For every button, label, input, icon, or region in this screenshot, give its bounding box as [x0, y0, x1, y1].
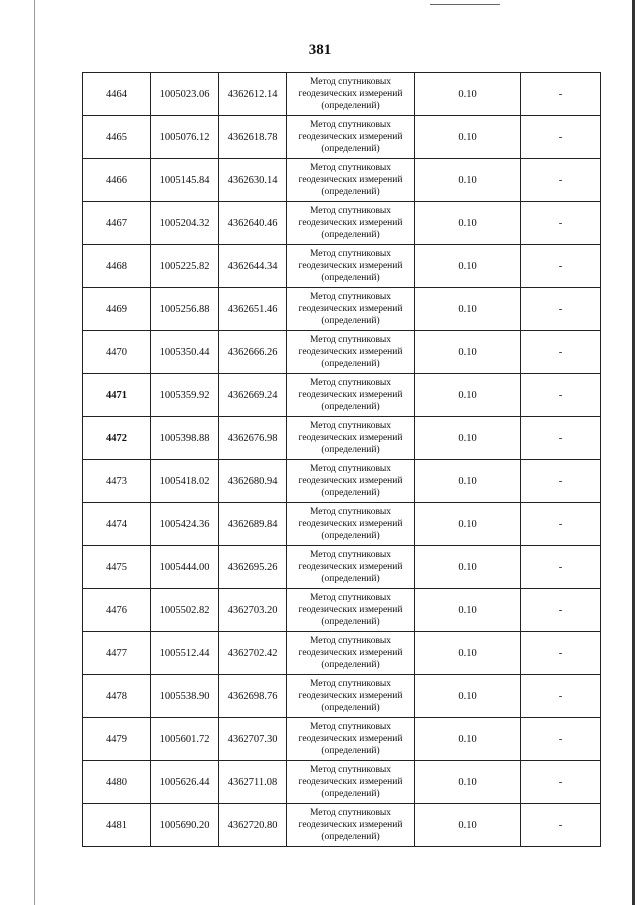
table-row — [83, 202, 601, 245]
table-row — [83, 288, 601, 331]
table-row — [83, 546, 601, 589]
x-coordinate-cell: 1005690.20 — [151, 804, 219, 847]
scan-edge-right — [632, 0, 635, 905]
accuracy-cell: 0.10 — [415, 675, 521, 718]
note-cell: - — [521, 761, 601, 804]
y-coordinate-cell: 4362618.78 — [219, 116, 287, 159]
y-coordinate-cell: 4362644.34 — [219, 245, 287, 288]
x-coordinate-cell: 1005512.44 — [151, 632, 219, 675]
table-row — [83, 675, 601, 718]
note-cell: - — [521, 503, 601, 546]
y-coordinate-cell: 4362702.42 — [219, 632, 287, 675]
x-coordinate-cell: 1005204.32 — [151, 202, 219, 245]
table-row — [83, 116, 601, 159]
accuracy-cell: 0.10 — [415, 417, 521, 460]
point-number-cell: 4479 — [83, 718, 151, 761]
y-coordinate-cell: 4362680.94 — [219, 460, 287, 503]
accuracy-cell: 0.10 — [415, 374, 521, 417]
note-cell: - — [521, 417, 601, 460]
note-cell: - — [521, 116, 601, 159]
accuracy-cell: 0.10 — [415, 632, 521, 675]
table-row — [83, 331, 601, 374]
table-row — [83, 73, 601, 116]
y-coordinate-cell: 4362698.76 — [219, 675, 287, 718]
method-cell: Метод спутниковых геодезических измерений (определений) — [287, 245, 415, 288]
y-coordinate-cell: 4362630.14 — [219, 159, 287, 202]
note-cell: - — [521, 245, 601, 288]
point-number-cell: 4475 — [83, 546, 151, 589]
y-coordinate-cell: 4362676.98 — [219, 417, 287, 460]
y-coordinate-cell: 4362703.20 — [219, 589, 287, 632]
table-row — [83, 374, 601, 417]
x-coordinate-cell: 1005145.84 — [151, 159, 219, 202]
note-cell: - — [521, 331, 601, 374]
accuracy-cell: 0.10 — [415, 718, 521, 761]
accuracy-cell: 0.10 — [415, 331, 521, 374]
method-cell: Метод спутниковых геодезических измерений (определений) — [287, 632, 415, 675]
accuracy-cell: 0.10 — [415, 159, 521, 202]
table-row — [83, 761, 601, 804]
accuracy-cell: 0.10 — [415, 460, 521, 503]
method-cell: Метод спутниковых геодезических измерений (определений) — [287, 202, 415, 245]
accuracy-cell: 0.10 — [415, 546, 521, 589]
method-cell: Метод спутниковых геодезических измерений (определений) — [287, 460, 415, 503]
accuracy-cell: 0.10 — [415, 202, 521, 245]
method-cell: Метод спутниковых геодезических измерений (определений) — [287, 546, 415, 589]
note-cell: - — [521, 202, 601, 245]
accuracy-cell: 0.10 — [415, 288, 521, 331]
method-cell: Метод спутниковых геодезических измерений (определений) — [287, 288, 415, 331]
table-row — [83, 804, 601, 847]
y-coordinate-cell: 4362689.84 — [219, 503, 287, 546]
point-number-cell: 4481 — [83, 804, 151, 847]
method-cell: Метод спутниковых геодезических измерений (определений) — [287, 804, 415, 847]
y-coordinate-cell: 4362612.14 — [219, 73, 287, 116]
table-row — [83, 245, 601, 288]
point-number-cell: 4473 — [83, 460, 151, 503]
note-cell: - — [521, 675, 601, 718]
scan-edge-top — [430, 4, 500, 5]
point-number-cell: 4471 — [83, 374, 151, 417]
method-cell: Метод спутниковых геодезических измерений (определений) — [287, 718, 415, 761]
method-cell: Метод спутниковых геодезических измерений (определений) — [287, 589, 415, 632]
scan-edge-left — [34, 0, 35, 905]
note-cell: - — [521, 73, 601, 116]
coordinates-table — [82, 72, 601, 847]
accuracy-cell: 0.10 — [415, 804, 521, 847]
table-row — [83, 589, 601, 632]
method-cell: Метод спутниковых геодезических измерений (определений) — [287, 159, 415, 202]
note-cell: - — [521, 804, 601, 847]
point-number-cell: 4477 — [83, 632, 151, 675]
x-coordinate-cell: 1005626.44 — [151, 761, 219, 804]
coordinates-table-body — [83, 73, 601, 847]
point-number-cell: 4465 — [83, 116, 151, 159]
x-coordinate-cell: 1005398.88 — [151, 417, 219, 460]
x-coordinate-cell: 1005350.44 — [151, 331, 219, 374]
point-number-cell: 4476 — [83, 589, 151, 632]
y-coordinate-cell: 4362711.08 — [219, 761, 287, 804]
method-cell: Метод спутниковых геодезических измерений (определений) — [287, 374, 415, 417]
point-number-cell: 4470 — [83, 331, 151, 374]
accuracy-cell: 0.10 — [415, 73, 521, 116]
method-cell: Метод спутниковых геодезических измерений (определений) — [287, 675, 415, 718]
point-number-cell: 4480 — [83, 761, 151, 804]
y-coordinate-cell: 4362640.46 — [219, 202, 287, 245]
table-row — [83, 460, 601, 503]
x-coordinate-cell: 1005225.82 — [151, 245, 219, 288]
x-coordinate-cell: 1005444.00 — [151, 546, 219, 589]
point-number-cell: 4478 — [83, 675, 151, 718]
point-number-cell: 4472 — [83, 417, 151, 460]
method-cell: Метод спутниковых геодезических измерений (определений) — [287, 761, 415, 804]
x-coordinate-cell: 1005424.36 — [151, 503, 219, 546]
x-coordinate-cell: 1005538.90 — [151, 675, 219, 718]
x-coordinate-cell: 1005418.02 — [151, 460, 219, 503]
note-cell: - — [521, 589, 601, 632]
point-number-cell: 4469 — [83, 288, 151, 331]
y-coordinate-cell: 4362720.80 — [219, 804, 287, 847]
method-cell: Метод спутниковых геодезических измерений (определений) — [287, 503, 415, 546]
note-cell: - — [521, 718, 601, 761]
x-coordinate-cell: 1005601.72 — [151, 718, 219, 761]
x-coordinate-cell: 1005359.92 — [151, 374, 219, 417]
table-row — [83, 417, 601, 460]
accuracy-cell: 0.10 — [415, 245, 521, 288]
y-coordinate-cell: 4362651.46 — [219, 288, 287, 331]
x-coordinate-cell: 1005023.06 — [151, 73, 219, 116]
accuracy-cell: 0.10 — [415, 116, 521, 159]
note-cell: - — [521, 546, 601, 589]
method-cell: Метод спутниковых геодезических измерений (определений) — [287, 331, 415, 374]
method-cell: Метод спутниковых геодезических измерений (определений) — [287, 73, 415, 116]
note-cell: - — [521, 288, 601, 331]
note-cell: - — [521, 632, 601, 675]
y-coordinate-cell: 4362695.26 — [219, 546, 287, 589]
point-number-cell: 4466 — [83, 159, 151, 202]
point-number-cell: 4464 — [83, 73, 151, 116]
note-cell: - — [521, 460, 601, 503]
method-cell: Метод спутниковых геодезических измерений (определений) — [287, 116, 415, 159]
y-coordinate-cell: 4362666.26 — [219, 331, 287, 374]
page-number: 381 — [308, 42, 332, 58]
accuracy-cell: 0.10 — [415, 761, 521, 804]
x-coordinate-cell: 1005076.12 — [151, 116, 219, 159]
point-number-cell: 4467 — [83, 202, 151, 245]
x-coordinate-cell: 1005502.82 — [151, 589, 219, 632]
note-cell: - — [521, 374, 601, 417]
accuracy-cell: 0.10 — [415, 589, 521, 632]
table-row — [83, 632, 601, 675]
y-coordinate-cell: 4362669.24 — [219, 374, 287, 417]
point-number-cell: 4474 — [83, 503, 151, 546]
accuracy-cell: 0.10 — [415, 503, 521, 546]
note-cell: - — [521, 159, 601, 202]
table-row — [83, 718, 601, 761]
method-cell: Метод спутниковых геодезических измерений (определений) — [287, 417, 415, 460]
point-number-cell: 4468 — [83, 245, 151, 288]
table-row — [83, 503, 601, 546]
x-coordinate-cell: 1005256.88 — [151, 288, 219, 331]
y-coordinate-cell: 4362707.30 — [219, 718, 287, 761]
table-row — [83, 159, 601, 202]
